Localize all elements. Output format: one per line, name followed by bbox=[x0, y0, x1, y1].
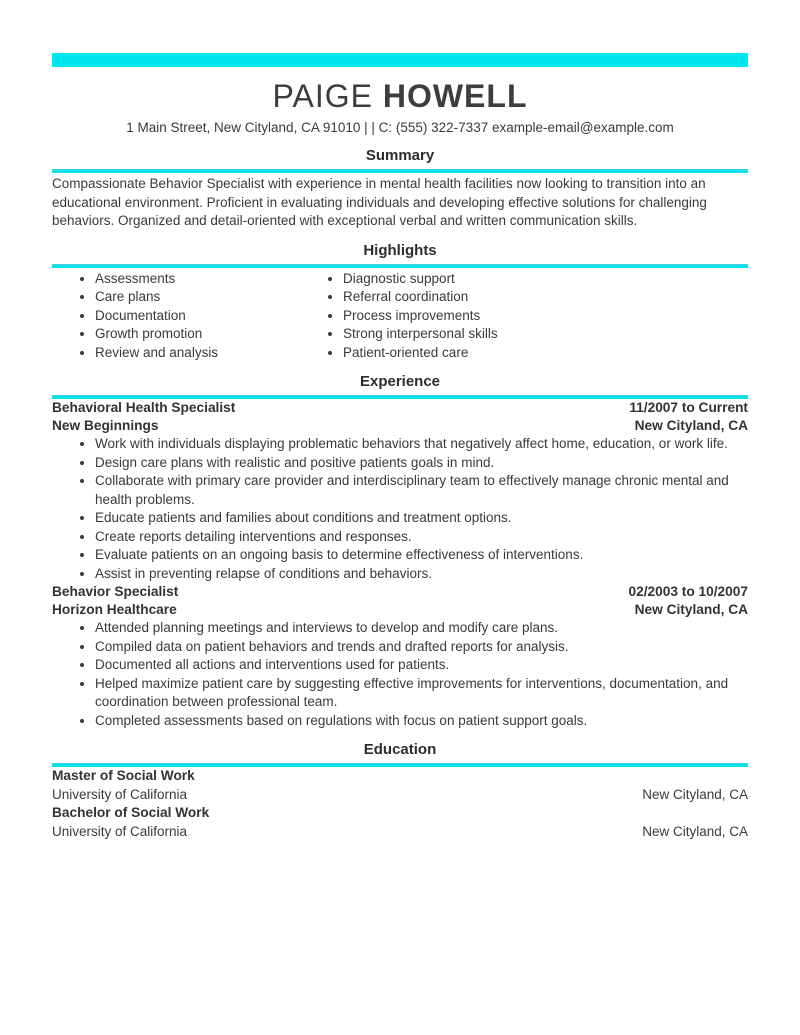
highlights-column-2 bbox=[300, 270, 600, 363]
education-section bbox=[52, 741, 748, 841]
job-entry bbox=[52, 399, 748, 583]
job-bullet: • Compiled data on patient behaviors and trends and drafted reports for analysis. bbox=[95, 638, 748, 657]
job-dates: 11/2007 to Current bbox=[629, 400, 748, 415]
education-entry bbox=[52, 767, 748, 804]
highlight-item: • Process improvements bbox=[343, 307, 600, 326]
highlight-item: • Patient-oriented care bbox=[343, 344, 600, 363]
job-bullet: • Collaborate with primary care provider and interdisciplinary team to effectively manage chronic mental and health problems. bbox=[95, 472, 748, 509]
job-entry bbox=[52, 583, 748, 730]
degree-location: New Cityland, CA bbox=[642, 823, 748, 839]
candidate-name bbox=[52, 79, 748, 113]
job-dates: 02/2003 to 10/2007 bbox=[628, 584, 748, 599]
job-bullet: • Completed assessments based on regulations with focus on patient support goals. bbox=[95, 712, 748, 731]
highlights-section bbox=[52, 242, 748, 363]
experience-section bbox=[52, 373, 748, 730]
degree-name: Master of Social Work bbox=[52, 768, 195, 783]
job-company-row bbox=[52, 601, 748, 619]
highlights-section-rule bbox=[52, 264, 748, 268]
contact-line: 1 Main Street, New Cityland, CA 91010 | | C: (555) 322-7337 example-email@example.com bbox=[126, 120, 674, 135]
job-bullet: • Design care plans with realistic and positive patients goals in mind. bbox=[95, 454, 748, 473]
job-title-row bbox=[52, 399, 748, 417]
degree-name: Bachelor of Social Work bbox=[52, 805, 210, 820]
summary-section-rule bbox=[52, 169, 748, 173]
job-title: Behavioral Health Specialist bbox=[52, 400, 236, 415]
highlights-section-title: Highlights bbox=[363, 241, 437, 259]
candidate-last-name: HOWELL bbox=[382, 78, 528, 114]
job-bullet: • Assist in preventing relapse of conditions and behaviors. bbox=[95, 565, 748, 584]
highlight-item: • Documentation bbox=[95, 307, 300, 326]
job-bullet: • Create reports detailing interventions and responses. bbox=[95, 528, 748, 547]
resume-content bbox=[52, 53, 748, 841]
job-location: New Cityland, CA bbox=[634, 418, 748, 433]
highlights-columns bbox=[52, 270, 748, 363]
highlight-item: • Growth promotion bbox=[95, 325, 300, 344]
job-title: Behavior Specialist bbox=[52, 584, 179, 599]
highlight-item: • Assessments bbox=[95, 270, 300, 289]
highlight-item: • Care plans bbox=[95, 288, 300, 307]
job-bullet: • Work with individuals displaying problematic behaviors that negatively affect home, education, or work life. bbox=[95, 435, 748, 454]
degree-school: University of California bbox=[52, 823, 188, 839]
highlight-item: • Strong interpersonal skills bbox=[343, 325, 600, 344]
candidate-first-name: PAIGE bbox=[272, 78, 373, 114]
education-section-title: Education bbox=[363, 741, 437, 758]
resume-header bbox=[52, 79, 748, 136]
job-company: Horizon Healthcare bbox=[52, 602, 177, 617]
highlights-column-1 bbox=[52, 270, 300, 363]
summary-text: Compassionate Behavior Specialist with experience in mental health facilities now looking to transition into an educational environment. Proficient in evaluating individuals and developing effective solutions for challenging behaviors. Organized and detail-oriented with exceptional verbal and written communication skills. bbox=[52, 176, 707, 228]
highlight-item: • Diagnostic support bbox=[343, 270, 600, 289]
experience-section-title: Experience bbox=[359, 373, 441, 390]
highlight-item: • Review and analysis bbox=[95, 344, 300, 363]
summary-section bbox=[52, 147, 748, 231]
summary-section-title: Summary bbox=[365, 147, 435, 164]
job-bullet: • Helped maximize patient care by suggesting effective improvements for interventions, documentation, and coordination between professional team. bbox=[95, 675, 748, 712]
degree-school-row bbox=[52, 786, 748, 805]
job-title-row bbox=[52, 583, 748, 601]
degree-location: New Cityland, CA bbox=[642, 786, 748, 802]
job-bullet-list bbox=[52, 435, 748, 583]
job-location: New Cityland, CA bbox=[634, 602, 748, 617]
job-bullet-list bbox=[52, 619, 748, 730]
degree-school-row bbox=[52, 823, 748, 842]
job-bullet: • Educate patients and families about conditions and treatment options. bbox=[95, 509, 748, 528]
job-company-row bbox=[52, 417, 748, 435]
job-bullet: • Attended planning meetings and interviews to develop and modify care plans. bbox=[95, 619, 748, 638]
job-company: New Beginnings bbox=[52, 418, 159, 433]
accent-top-bar bbox=[52, 53, 748, 67]
degree-school: University of California bbox=[52, 786, 188, 802]
job-bullet: • Documented all actions and interventions used for patients. bbox=[95, 656, 748, 675]
education-entry bbox=[52, 804, 748, 841]
highlight-item: • Referral coordination bbox=[343, 288, 600, 307]
job-bullet: • Evaluate patients on an ongoing basis to determine effectiveness of interventions. bbox=[95, 546, 748, 565]
